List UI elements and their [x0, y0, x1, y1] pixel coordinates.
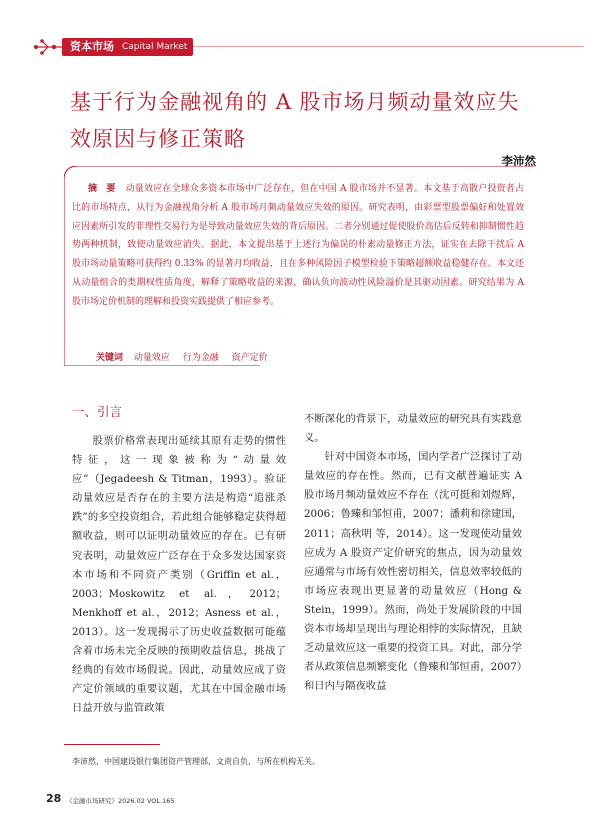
section-tag-en: Capital Market	[122, 42, 188, 52]
paragraph: 针对中国资本市场，国内学者广泛探讨了动量效应的存在性。然而，已有文献普遍证实 A 股市场月频动量效应不存在（沈可挺和刘煜辉，2006；鲁臻和邹恒甫，2007；潘莉和徐建国，2011；高秋明 等，2014）。这一发现使动量效应成为 A 股资产定价研究的焦点，因为动量效应通常与市场有效性密切相关，信息效率较低的市场应表现出更显著的动量效应（Hong & Stein，1999）。然而，尚处于发展阶段的中国资本市场却呈现出与理论相悖的实际情况，且缺乏动量效应这一重要的投资工具。对此，部分学者从政策信息频繁变化（鲁臻和邹恒甫，2007）和日内与隔夜收益	[304, 451, 522, 693]
article-title: 基于行为金融视角的 A 股市场月频动量效应失效原因与修正策略	[70, 90, 520, 151]
keyword: 资产定价	[231, 353, 268, 363]
section-tag-cn: 资本市场	[70, 40, 114, 53]
abstract-label: 摘 要	[88, 184, 116, 194]
right-column	[304, 410, 522, 696]
keywords-label: 关键词	[96, 353, 124, 363]
section-header	[0, 36, 602, 58]
author-name: 李沛然	[501, 154, 536, 168]
abstract-box	[64, 166, 534, 366]
footnote: 李沛然，中国建设银行集团资产管理部，文责自负，与所在机构无关。	[72, 757, 320, 766]
paragraph: 股票价格常表现出延续其原有走势的惯性特征，这一现象被称为“动量效应”（Jegadeesh & Titman，1993）。验证动量效应是否存在的主要方法是构造“追涨杀跌”的多空投资组合，若此组合能够稳定获得超额收益，则可以证明动量效应的存在。已有研究表明，动量效应广泛存在于众多发达国家资本市场和不同资产类别（Griffin et al.，2003；Moskowitz et al.，2012；Menkhoff et al.，2012；Asness et al.，2013）。这一发现揭示了历史收益数据可能蕴含着市场未完全反映的预期收益信息，挑战了经典的有效市场假说。因此，动量效应成了资产定价领域的重要议题，尤其在中国金融市场日益开放与监管政策	[72, 435, 286, 715]
journal-info: 《金融市场研究》2026.02 VOL.165	[66, 797, 175, 805]
keyword: 行为金融	[182, 353, 219, 363]
keyword: 动量效应	[133, 353, 170, 363]
left-column	[72, 402, 286, 718]
keywords	[96, 350, 278, 363]
page-number: 28	[46, 792, 62, 805]
footnote-divider	[64, 744, 160, 745]
section-tag	[62, 38, 193, 56]
abstract-text	[72, 180, 524, 312]
abstract-body: 动量效应在全球众多资本市场中广泛存在，但在中国 A 股市场并不显著。本文基于高散户投资者占比的市场特点，从行为金融视角分析 A 股市场月频动量效应失效的原因。研究表明，由彩票型股票偏好和处置效应因素所引发的非理性交易行为是导致动量效应失效的背后原因。二者分别通过促使股价高估后反转和抑制惯性趋势两种机制，致使动量效应消失。据此，本文提出基于上述行为偏误的朴素动量修正方法，证实在去除干扰后 A 股市场动量策略可获得约 0.33% 的显著月均收益，且在多种风险因子模型检验下策略超额收益稳健存在。本文还从动量组合的类期权性质角度，解释了策略收益的来源，确认负向波动性风险溢价是其驱动因素。研究结果为 A 股市场定价机制的理解和投资实践提供了相应参考。	[72, 184, 524, 307]
section-heading: 一、引言	[72, 404, 123, 419]
paragraph-continuation: 不断深化的背景下，动量效应的研究具有实践意义。	[304, 413, 522, 445]
